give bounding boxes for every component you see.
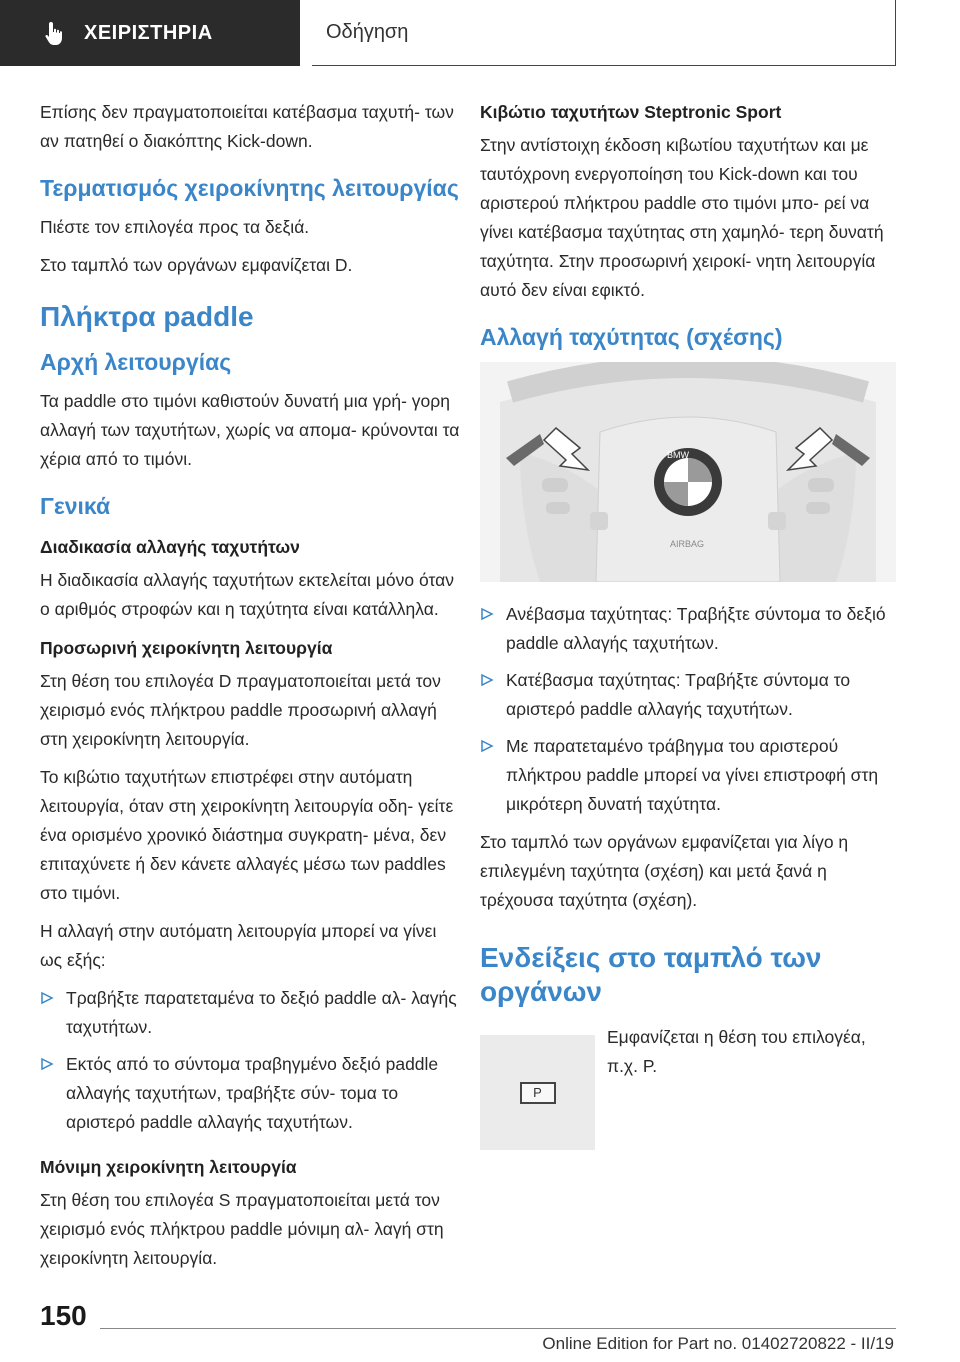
temporary-paragraph-1: Στη θέση του επιλογέα D πραγματοποιείται μετά τον χειρισμό ενός πλήκτρου paddle προσωρινή αλλαγή στη χειροκίνητη λειτουργία. [40,671,441,749]
touch-hand-icon [40,19,68,47]
heading-steptronic-sport: Κιβώτιο ταχυτήτων Steptronic Sport [480,102,782,122]
return-auto-list [40,984,460,1137]
bmw-logo [654,448,722,516]
chapter-title: Οδήγηση [326,21,409,43]
page-number: 150 [40,1300,87,1331]
triangle-bullet-icon [40,1057,54,1071]
edition-link[interactable]: Online Edition for Part no. 01402720822 - II/19 [542,1334,894,1353]
heading-procedure: Διαδικασία αλλαγής ταχυτήτων [40,537,300,557]
gear-change-list [480,600,900,819]
list-item: Ανέβασμα ταχύτητας: Τραβήξτε σύντομα το δεξιό paddle αλλαγής ταχυτήτων. [480,600,900,658]
procedure-paragraph: Η διαδικασία αλλαγής ταχυτήτων εκτελείται μόνο όταν ο αριθμός στροφών και η ταχύτητα είναι κατάλληλα. [40,570,454,619]
wheel-button [542,478,568,492]
temporary-paragraph-3: Η αλλαγή στην αυτόματη λειτουργία μπορεί να γίνει ως εξής: [40,921,437,970]
wheel-button [590,512,608,530]
wheel-button [808,478,834,492]
heading-permanent-manual: Μόνιμη χειροκίνητη λειτουργία [40,1157,297,1177]
triangle-bullet-icon [480,673,494,687]
end-manual-paragraph-1: Πιέστε τον επιλογέα προς τα δεξιά. [40,217,310,237]
triangle-bullet-icon [480,739,494,753]
heading-temporary-manual: Προσωρινή χειροκίνητη λειτουργία [40,638,333,658]
heading-indications: Ενδείξεις στο ταμπλό των οργάνων [480,942,822,1007]
selector-indicator-image [480,1035,595,1150]
triangle-bullet-icon [480,607,494,621]
airbag-label: AIRBAG [670,539,705,549]
chapter-box [312,0,896,66]
list-item: Με παρατεταμένο τράβηγμα του αριστερού πλήκτρου paddle μπορεί να γίνει επιστροφή στη μικρότερη δυνατή ταχύτητα. [480,732,900,819]
wheel-button [768,512,786,530]
wheel-button [546,502,570,514]
section-tab[interactable] [0,0,300,66]
heading-principle: Αρχή λειτουργίας [40,349,232,375]
page-header [0,0,960,66]
left-column [40,98,460,1282]
heading-paddle: Πλήκτρα paddle [40,301,254,332]
svg-text:BMW: BMW [667,450,689,460]
end-manual-paragraph-2: Στο ταμπλό των οργάνων εμφανίζεται D. [40,255,353,275]
intro-paragraph: Επίσης δεν πραγματοποιείται κατέβασμα ταχυτή- των αν πατηθεί ο διακόπτης Kick-down. [40,102,454,151]
steptronic-paragraph: Στην αντίστοιχη έκδοση κιβωτίου ταχυτήτων και με ταυτόχρονη ενεργοποίηση του Kick-down και του αριστερού πλήκτρου paddle στο τιμόνι μπο- ρεί να γίνει κατέβασμα ταχύτητας στη χαμηλό- τερη δυνατή ταχύτητα. Στην προσωρινή χειροκί- νητη λειτουργία αυτό δεν είναι εφικτό. [480,135,884,300]
indicator-block [480,1023,900,1150]
wheel-button [806,502,830,514]
list-item: Εκτός από το σύντομα τραβηγμένο δεξιό paddle αλλαγής ταχυτήτων, τραβήξτε σύν- τομα το αριστερό paddle αλλαγής ταχυτήτων. [40,1050,460,1137]
heading-gear-change: Αλλαγή ταχύτητας (σχέσης) [480,324,783,350]
permanent-paragraph: Στη θέση του επιλογέα S πραγματοποιείται μετά τον χειρισμό ενός πλήκτρου paddle μόνιμη αλ- λαγή στη χειροκίνητη λειτουργία. [40,1190,444,1268]
heading-general: Γενικά [40,493,111,519]
section-title: ΧΕΙΡΙΣΤΗΡΙΑ [84,21,213,44]
indications-paragraph: Εμφανίζεται η θέση του επιλογέα, π.χ. P. [607,1027,866,1076]
footer-divider [100,1328,896,1329]
display-paragraph: Στο ταμπλό των οργάνων εμφανίζεται για λίγο η επιλεγμένη ταχύτητα (σχέση) και μετά ξανά η τρέχουσα ταχύτητα (σχέση). [480,832,849,910]
principle-paragraph: Τα paddle στο τιμόνι καθιστούν δυνατή μια γρή- γορη αλλαγή των ταχυτήτων, χωρίς να απομα- κρύνονται τα χέρια από το τιμόνι. [40,391,460,469]
temporary-paragraph-2: Το κιβώτιο ταχυτήτων επιστρέφει στην αυτόματη λειτουργία, όταν στη χειροκίνητη λειτουργία οδη- γείτε ένα ορισμένο χρονικό διάστημα συγκρατη- μένα, δεν επιταχύνετε ή δεν κάνετε αλλαγές μέσω των paddles στο τιμόνι. [40,767,454,903]
park-indicator-icon: P [520,1082,556,1104]
list-item: Τραβήξτε παρατεταμένα το δεξιό paddle αλ- λαγής ταχυτήτων. [40,984,460,1042]
list-item: Κατέβασμα ταχύτητας: Τραβήξτε σύντομα το αριστερό paddle αλλαγής ταχυτήτων. [480,666,900,724]
right-column [480,98,900,1150]
heading-end-manual: Τερματισμός χειροκίνητης λειτουργίας [40,175,459,201]
steering-wheel-illustration [480,362,896,582]
triangle-bullet-icon [40,991,54,1005]
